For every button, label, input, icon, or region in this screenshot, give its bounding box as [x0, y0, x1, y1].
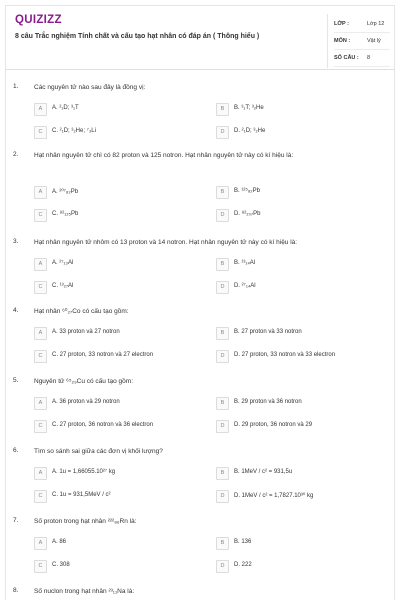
option-text: B. ³₁T; ³₂He — [234, 105, 264, 111]
option-text: A. 86 — [52, 539, 67, 545]
option-b[interactable] — [216, 397, 376, 410]
option-letter: D — [216, 490, 229, 503]
option-letter: A — [34, 186, 47, 199]
option-letter: A — [34, 467, 47, 480]
option-letter: A — [34, 103, 47, 116]
question-text: Hạt nhân nguyên tử chì có 82 proton và 125 notron. Hạt nhân nguyên tử này có kí hiệu là: — [34, 152, 294, 159]
meta-class — [334, 18, 395, 35]
option-d[interactable] — [216, 560, 376, 573]
meta-count-label: SỐ CÂU : — [334, 55, 359, 61]
option-c[interactable] — [34, 126, 194, 139]
option-text: B. 1MeV / c² = 931,5u — [234, 469, 293, 475]
question-number: 6. — [13, 447, 19, 454]
meta-subject-label: MÔN : — [334, 38, 351, 44]
option-letter: B — [216, 397, 229, 410]
option-letter: A — [34, 327, 47, 340]
option-letter: C — [34, 209, 47, 222]
option-a[interactable] — [34, 258, 194, 271]
option-c[interactable] — [34, 281, 194, 294]
option-letter: D — [216, 350, 229, 363]
option-text: C. ²₁D; ³₂He; ⁷₃Li — [52, 128, 96, 134]
worksheet-title: 8 câu Trắc nghiệm Tính chất và cấu tạo hạt nhân có đáp án ( Thông hiểu ) — [15, 33, 260, 40]
option-a[interactable] — [34, 397, 194, 410]
option-text: A. 1u = 1,66055.10²⁷ kg — [52, 469, 116, 475]
option-letter: D — [216, 281, 229, 294]
meta-subject-value: Vật lý — [367, 38, 381, 44]
meta-class-label: LỚP : — [334, 21, 349, 27]
option-text: C. 27 proton, 33 notron và 27 electron — [52, 352, 154, 358]
option-letter: C — [34, 560, 47, 573]
option-text: A. 36 proton và 29 notron — [52, 399, 120, 405]
option-c[interactable] — [34, 490, 194, 503]
option-text: B. 136 — [234, 539, 252, 545]
worksheet-meta — [327, 14, 395, 68]
option-text: A. 33 proton và 27 notron — [52, 329, 120, 335]
option-a[interactable] — [34, 537, 194, 550]
option-b[interactable] — [216, 186, 376, 199]
option-text: D. 1MeV / c² = 1,7827.10³⁰ kg — [234, 493, 314, 499]
worksheet-header — [6, 6, 394, 70]
option-letter: B — [216, 327, 229, 340]
option-text: A. ²⁰⁷₈₂Pb — [52, 189, 79, 195]
question-number: 3. — [13, 238, 19, 245]
question-text: Nguyên tử ⁶⁵₂₉Cu có cấu tạo gồm: — [34, 378, 134, 385]
option-letter: C — [34, 281, 47, 294]
question-text: Tìm so sánh sai giữa các đơn vị khối lượng? — [34, 448, 163, 455]
option-text: C. ¹³₂₇Al — [52, 283, 74, 289]
question-text: Các nguyên tử nào sau đây là đồng vị: — [34, 84, 146, 91]
option-a[interactable] — [34, 103, 194, 116]
option-letter: D — [216, 209, 229, 222]
quizizz-logo: QUIZIZZ — [15, 14, 62, 26]
meta-divider — [334, 32, 390, 33]
option-b[interactable] — [216, 537, 376, 550]
meta-count-value: 8 — [367, 55, 371, 61]
option-text: A. ²₁D; ³₁T — [52, 105, 79, 111]
option-c[interactable] — [34, 209, 194, 222]
option-d[interactable] — [216, 420, 376, 433]
option-text: B. ¹³₁₄Al — [234, 260, 256, 266]
option-text: C. 27 proton, 36 notron và 36 electron — [52, 422, 154, 428]
option-text: B. 27 proton và 33 notron — [234, 329, 302, 335]
option-text: D. 27 proton, 33 notron và 33 electron — [234, 352, 336, 358]
question-number: 1. — [13, 83, 19, 90]
question-number: 8. — [13, 587, 19, 594]
option-letter: C — [34, 350, 47, 363]
option-a[interactable] — [34, 186, 194, 199]
question-number: 5. — [13, 377, 19, 384]
meta-class-value: Lớp 12 — [367, 21, 385, 27]
meta-subject — [334, 35, 395, 52]
option-d[interactable] — [216, 209, 376, 222]
option-letter: A — [34, 258, 47, 271]
option-d[interactable] — [216, 490, 376, 503]
option-b[interactable] — [216, 258, 376, 271]
question-text: Hạt nhân nguyên tử nhôm có 13 proton và 14 notron. Hạt nhân nguyên tử này có kí hiệu là: — [34, 239, 298, 246]
question-text: Hạt nhân ⁶⁰₂₇Co có cấu tạo gồm: — [34, 308, 129, 315]
option-d[interactable] — [216, 350, 376, 363]
option-letter: B — [216, 103, 229, 116]
option-text: D. ⁸²₂₀₇Pb — [234, 211, 261, 217]
option-letter: D — [216, 126, 229, 139]
option-text: D. ²₁D; ³₂He — [234, 128, 266, 134]
option-letter: B — [216, 258, 229, 271]
option-letter: B — [216, 186, 229, 199]
option-letter: B — [216, 467, 229, 480]
option-letter: A — [34, 537, 47, 550]
option-letter: D — [216, 560, 229, 573]
question-number: 2. — [13, 151, 19, 158]
question-number: 7. — [13, 517, 19, 524]
option-text: B. ¹²⁵₈₂Pb — [234, 188, 260, 194]
option-d[interactable] — [216, 281, 376, 294]
option-c[interactable] — [34, 420, 194, 433]
option-letter: B — [216, 537, 229, 550]
question-number: 4. — [13, 307, 19, 314]
question-text: Số proton trong hạt nhân ²²²₈₆Rn là: — [34, 518, 137, 525]
option-letter: A — [34, 397, 47, 410]
option-a[interactable] — [34, 467, 194, 480]
question-text: Số nuclon trong hạt nhân ²³₁₁Na là: — [34, 588, 135, 595]
option-letter: C — [34, 126, 47, 139]
option-b[interactable] — [216, 327, 376, 340]
meta-count — [334, 52, 395, 69]
option-b[interactable] — [216, 467, 376, 480]
option-text: C. ⁸²₁₂₅Pb — [52, 211, 79, 217]
option-text: D. ²⁷₁₄Al — [234, 283, 256, 289]
option-letter: C — [34, 420, 47, 433]
option-a[interactable] — [34, 327, 194, 340]
option-d[interactable] — [216, 126, 376, 139]
option-c[interactable] — [34, 560, 194, 573]
option-b[interactable] — [216, 103, 376, 116]
option-letter: C — [34, 490, 47, 503]
option-text: B. 29 proton và 36 notron — [234, 399, 302, 405]
option-text: A. ²⁷₁₃Al — [52, 260, 74, 266]
worksheet-page — [5, 5, 395, 600]
meta-divider — [334, 49, 390, 50]
option-text: D. 29 proton, 36 notron và 29 — [234, 422, 313, 428]
option-c[interactable] — [34, 350, 194, 363]
meta-divider — [334, 66, 390, 67]
option-text: C. 1u = 931,5MeV / c² — [52, 492, 111, 498]
option-text: D. 222 — [234, 562, 252, 568]
option-letter: D — [216, 420, 229, 433]
option-text: C. 308 — [52, 562, 70, 568]
